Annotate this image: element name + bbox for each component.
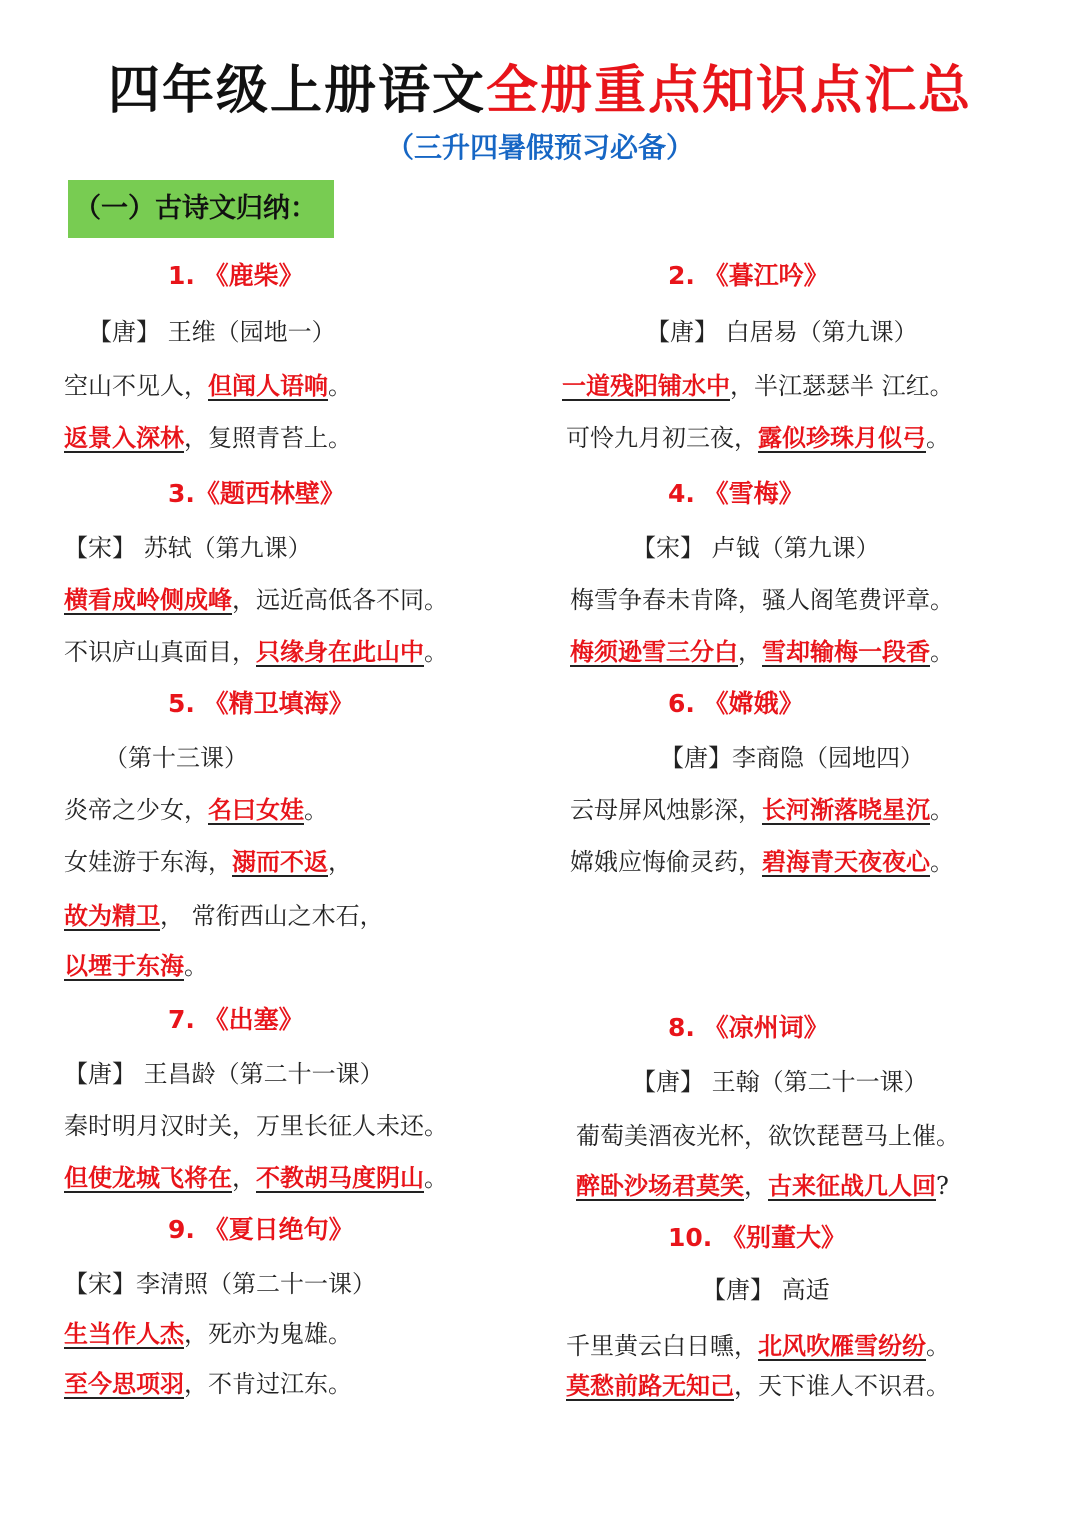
poem-author: 【宋】 苏轼（第九课） xyxy=(64,534,312,562)
line-highlight: 以堙于东海 xyxy=(64,952,184,980)
poem-line xyxy=(64,418,352,453)
section-heading: （一）古诗文归纳： xyxy=(68,180,334,238)
line-highlight: 北风吹雁雪纷纷 xyxy=(758,1332,926,1360)
poem-line xyxy=(64,632,448,667)
poem-line xyxy=(570,842,954,877)
line-plain: 空山不见人， xyxy=(64,372,208,400)
page-title xyxy=(0,48,1080,123)
poem-author: 【宋】李清照（第二十一课） xyxy=(64,1270,376,1298)
poem-title: 6. 《嫦娥》 xyxy=(668,689,804,718)
line-plain: 梅雪争春未肯降，骚人阁笔费评章。 xyxy=(570,586,954,614)
line-highlight: 溺而不返 xyxy=(232,848,328,876)
line-tail: ， xyxy=(328,848,352,876)
line-tail: 。 xyxy=(304,796,328,824)
poem-line xyxy=(64,842,352,877)
line-tail: ，不肯过江东。 xyxy=(184,1370,352,1398)
line-highlight: 名曰女娃 xyxy=(208,796,304,824)
line-highlight: 碧海青天夜夜心 xyxy=(762,848,930,876)
poem-author: 【唐】 白居易（第九课） xyxy=(646,318,918,346)
line-tail: 。 xyxy=(184,952,208,980)
line-tail: 。 xyxy=(930,848,954,876)
line-highlight: 生当作人杰 xyxy=(64,1320,184,1348)
poem-line xyxy=(64,1364,352,1399)
poem-line xyxy=(64,946,208,981)
line-highlight: 一道残阳铺水中 xyxy=(562,372,730,400)
poem-line xyxy=(64,366,352,401)
poem-author: 【唐】 王翰（第二十一课） xyxy=(632,1068,928,1096)
poem-line xyxy=(64,1106,448,1141)
poem-author: 【唐】 高适 xyxy=(702,1276,830,1304)
line-tail: ， xyxy=(232,1164,256,1192)
line-plain: 秦时明月汉时关，万里长征人未还。 xyxy=(64,1112,448,1140)
poem-line xyxy=(576,1116,960,1151)
poem-author: 【宋】 卢钺（第九课） xyxy=(632,534,880,562)
poem-line xyxy=(570,632,954,667)
poem-author: 【唐】 王维（园地一） xyxy=(88,318,336,346)
poem-author: （第十三课） xyxy=(104,744,248,772)
line-tail: ， 常衔西山之木石， xyxy=(160,902,384,930)
poem-line xyxy=(64,1314,352,1349)
line-plain: 千里黄云白日曛， xyxy=(566,1332,758,1360)
title-red-part: 全册重点知识点汇总 xyxy=(486,61,973,121)
line-tail: ， xyxy=(744,1172,768,1200)
poem-title: 7. 《出塞》 xyxy=(168,1005,304,1034)
poem-line xyxy=(566,1326,950,1361)
line-tail: 。 xyxy=(930,796,954,824)
line-plain: 不识庐山真面目， xyxy=(64,638,256,666)
poem-line xyxy=(64,896,384,931)
line-highlight: 但闻人语响 xyxy=(208,372,328,400)
line-highlight: 雪却输梅一段香 xyxy=(762,638,930,666)
poem-line xyxy=(570,790,954,825)
line-tail: ， xyxy=(738,638,762,666)
line-highlight: 古来征战几人回 xyxy=(768,1172,936,1200)
line-tail: ，远近高低各不同。 xyxy=(232,586,448,614)
line-plain: 炎帝之少女， xyxy=(64,796,208,824)
line-plain: 可怜九月初三夜， xyxy=(566,424,758,452)
line-plain: 云母屏风烛影深， xyxy=(570,796,762,824)
poem-line xyxy=(570,580,954,615)
title-black-part: 四年级上册语文 xyxy=(107,61,486,121)
line-tail: 。 xyxy=(926,424,950,452)
line-tail: 。 xyxy=(424,1164,448,1192)
poem-line xyxy=(562,366,954,401)
line-highlight: 返景入深林 xyxy=(64,424,184,452)
line-highlight: 长河渐落晓星沉 xyxy=(762,796,930,824)
line-highlight: 至今思项羽 xyxy=(64,1370,184,1398)
line-plain: 葡萄美酒夜光杯，欲饮琵琶马上催。 xyxy=(576,1122,960,1150)
poem-title: 4. 《雪梅》 xyxy=(668,479,804,508)
line-highlight: 只缘身在此山中 xyxy=(256,638,424,666)
poem-line xyxy=(566,1366,950,1401)
line-tail: ，半江瑟瑟半 江红。 xyxy=(730,372,954,400)
poem-author: 【唐】 王昌龄（第二十一课） xyxy=(64,1060,384,1088)
line-tail: 。 xyxy=(424,638,448,666)
poem-line xyxy=(576,1166,949,1201)
poem-title: 5. 《精卫填海》 xyxy=(168,689,354,718)
line-highlight: 梅须逊雪三分白 xyxy=(570,638,738,666)
poem-line xyxy=(64,580,448,615)
line-highlight: 醉卧沙场君莫笑 xyxy=(576,1172,744,1200)
poem-title: 9. 《夏日绝句》 xyxy=(168,1215,354,1244)
poem-line xyxy=(64,790,328,825)
line-tail: ，死亦为鬼雄。 xyxy=(184,1320,352,1348)
poem-author: 【唐】李商隐（园地四） xyxy=(660,744,924,772)
page-subtitle: （三升四暑假预习必备） xyxy=(385,131,694,164)
line-tail: 。 xyxy=(930,638,954,666)
poem-line xyxy=(64,1158,448,1193)
line-plain: 女娃游于东海， xyxy=(64,848,232,876)
line-tail: ? xyxy=(936,1172,949,1200)
line-highlight: 不教胡马度阴山 xyxy=(256,1164,424,1192)
line-highlight: 莫愁前路无知己 xyxy=(566,1372,734,1400)
poem-title: 1. 《鹿柴》 xyxy=(168,261,304,290)
poem-title: 10. 《别董大》 xyxy=(668,1223,846,1252)
poem-line xyxy=(566,418,950,453)
line-highlight: 故为精卫 xyxy=(64,902,160,930)
poem-title: 8. 《凉州词》 xyxy=(668,1013,829,1042)
line-tail: 。 xyxy=(328,372,352,400)
line-tail: ，复照青苔上。 xyxy=(184,424,352,452)
line-tail: 。 xyxy=(926,1332,950,1360)
line-highlight: 露似珍珠月似弓 xyxy=(758,424,926,452)
poem-title: 3.《题西林壁》 xyxy=(168,479,345,508)
line-tail: ，天下谁人不识君。 xyxy=(734,1372,950,1400)
line-highlight: 横看成岭侧成峰 xyxy=(64,586,232,614)
poem-title: 2. 《暮江吟》 xyxy=(668,261,829,290)
line-plain: 嫦娥应悔偷灵药， xyxy=(570,848,762,876)
line-highlight: 但使龙城飞将在 xyxy=(64,1164,232,1192)
